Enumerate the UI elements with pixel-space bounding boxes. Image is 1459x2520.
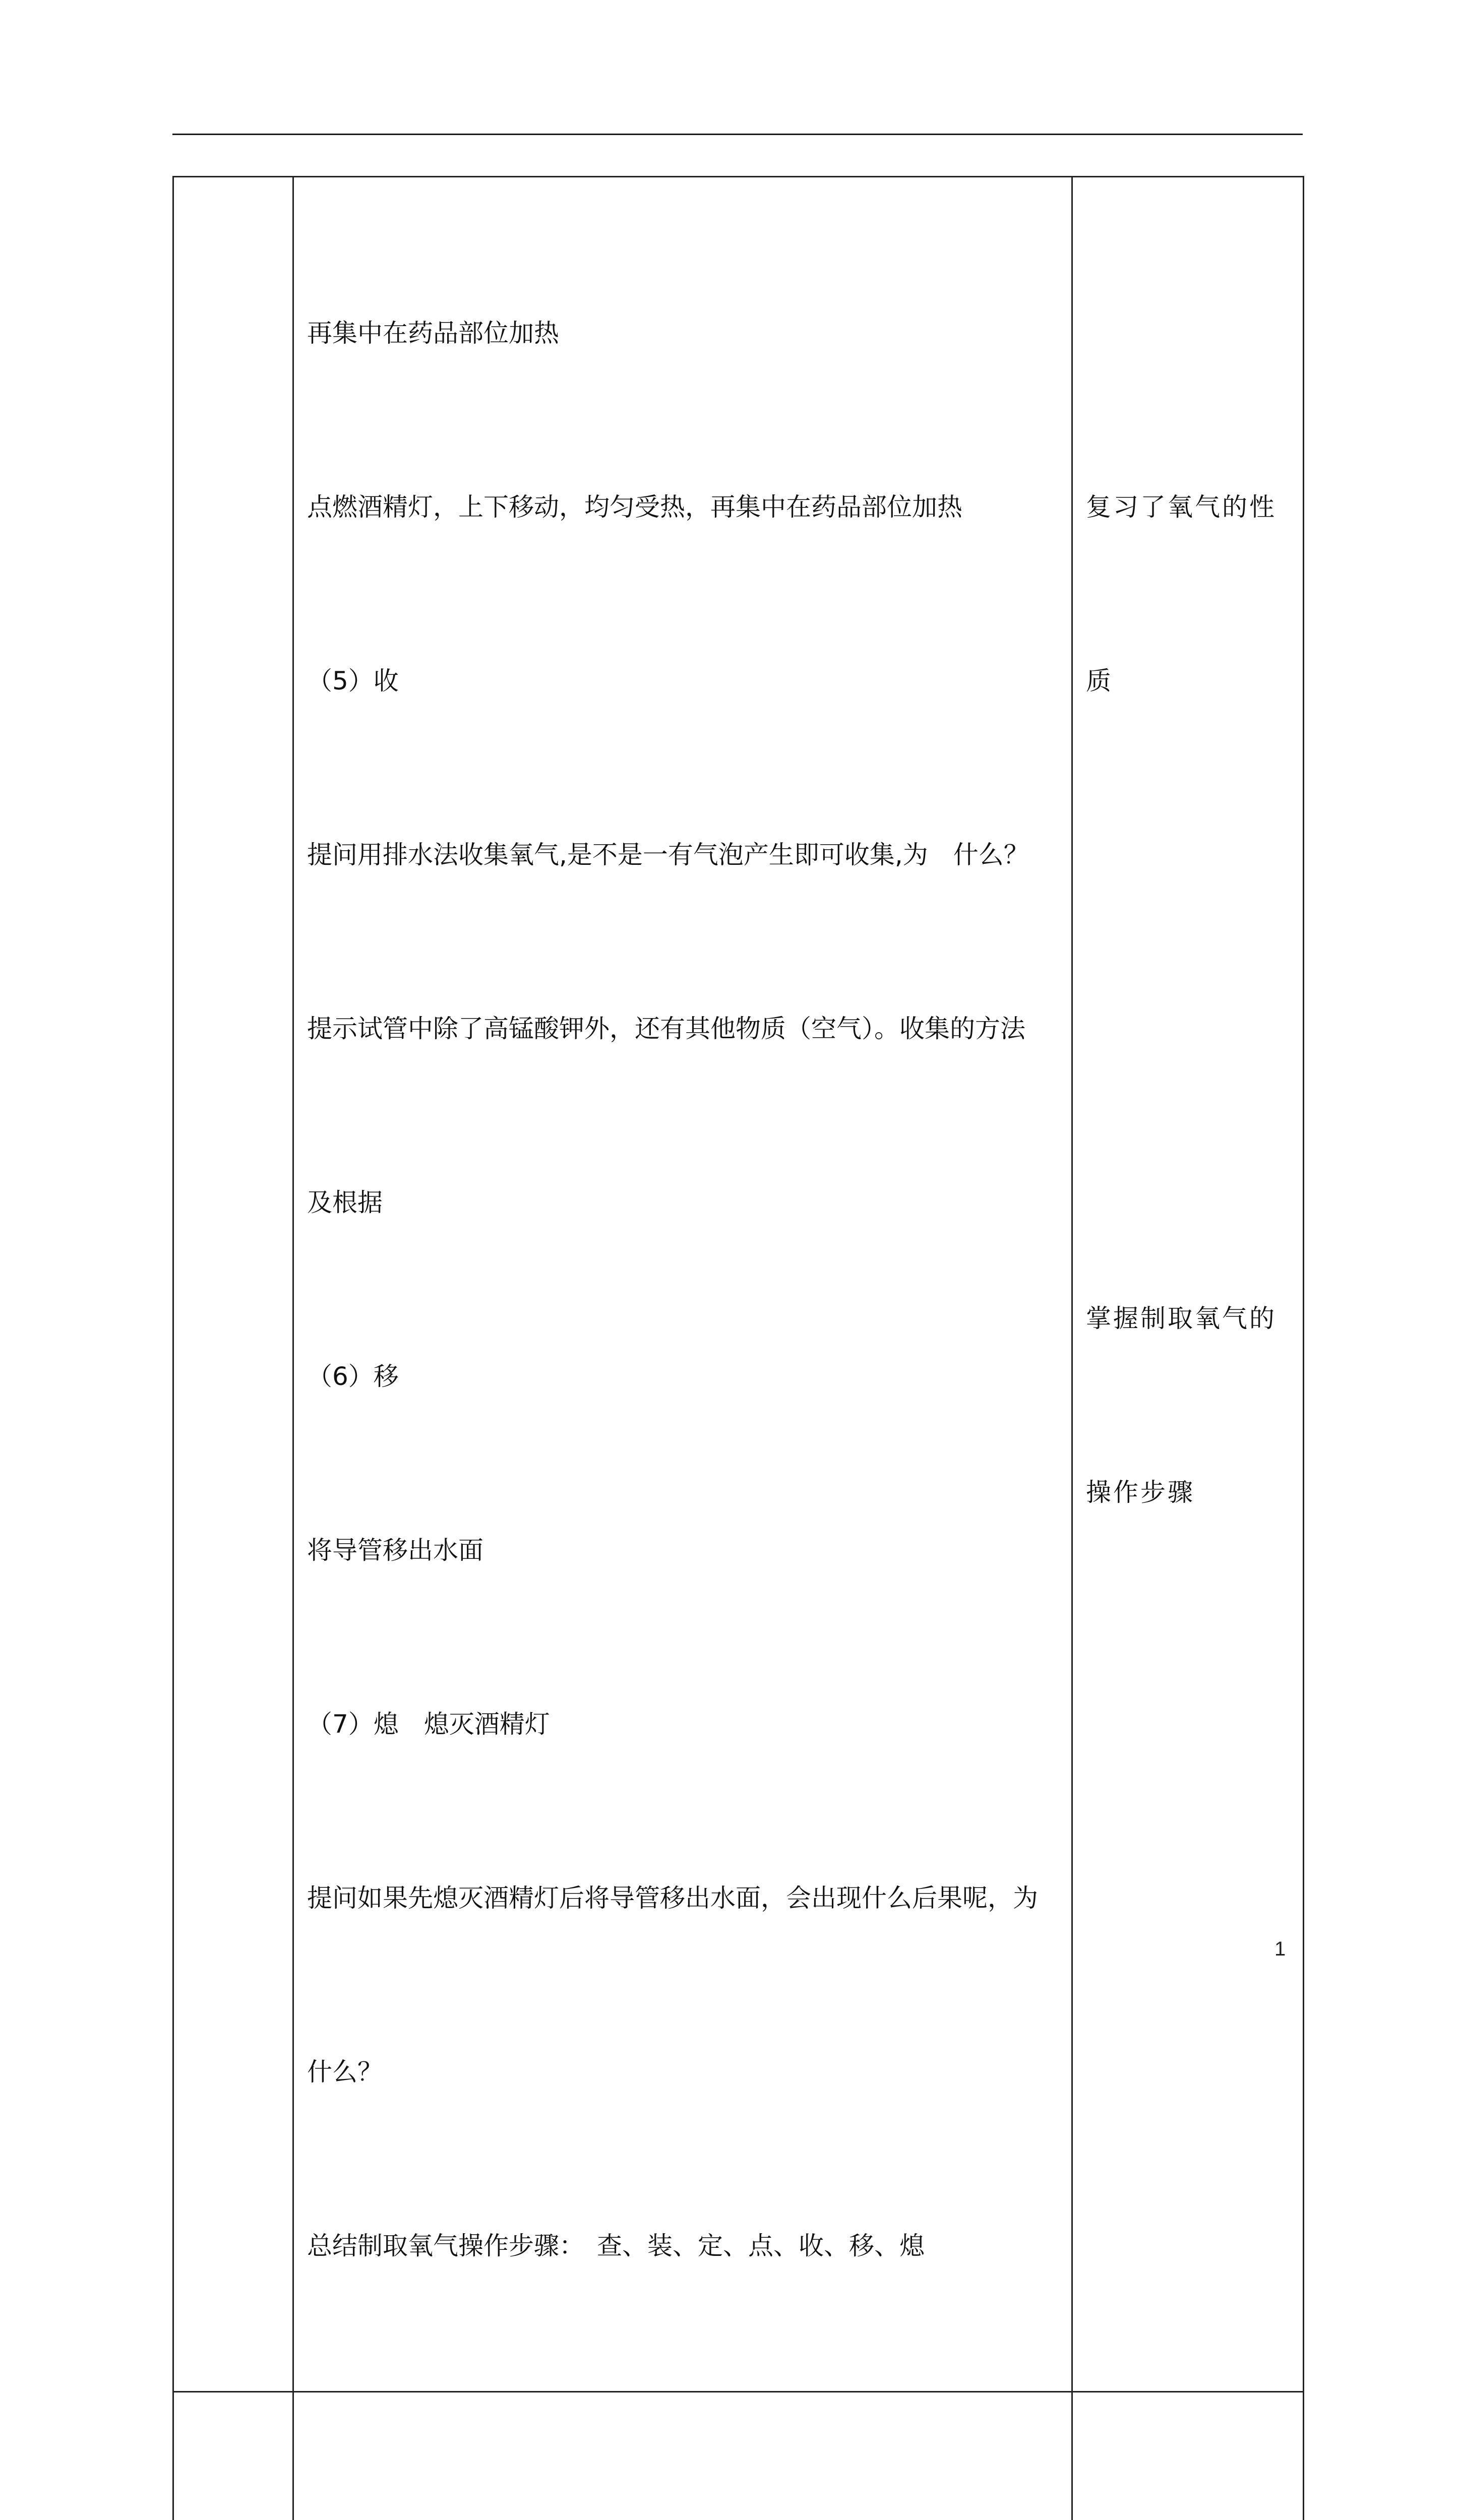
- content-line: 提问如果先熄灭酒精灯后将导管移出水面，会出现什么后果呢，为: [307, 1869, 1061, 1927]
- table-row: [173, 177, 1304, 2392]
- table-row: [173, 2392, 1304, 2520]
- header-rule: [172, 134, 1303, 135]
- stage-label-cell: [173, 177, 293, 2392]
- content-line: 总结制取氧气操作步骤： 查、装、定、点、收、移、熄: [307, 2217, 1061, 2275]
- content-line: 再集中在药品部位加热: [307, 304, 1061, 362]
- goal-cell: [1072, 2392, 1304, 2520]
- goal-line: 复习了氧气的性: [1086, 478, 1296, 536]
- goal-line: 掌握制取氧气的: [1086, 1290, 1296, 1348]
- content-line: 点燃酒精灯，上下移动，均匀受热，再集中在药品部位加热: [307, 478, 1061, 536]
- content-cell: [293, 177, 1072, 2392]
- goal-line: 质: [1086, 652, 1296, 710]
- content-cell: [293, 2392, 1072, 2520]
- page-number: 1: [1274, 1938, 1286, 1961]
- content-line: [307, 2519, 1061, 2520]
- content-line: （6）移: [307, 1348, 1061, 1406]
- content-line: 提示试管中除了高锰酸钾外，还有其他物质（空气）。收集的方法: [307, 1000, 1061, 1058]
- stage-label-cell: [173, 2392, 293, 2520]
- stage-label-line: [187, 2519, 283, 2520]
- content-line: （7）熄 熄灭酒精灯: [307, 1695, 1061, 1753]
- goal-line: [1086, 2519, 1296, 2520]
- content-line: 及根据: [307, 1174, 1061, 1232]
- content-line: 将导管移出水面: [307, 1522, 1061, 1580]
- lesson-plan-table: [172, 176, 1304, 2520]
- content-line: （5）收: [307, 652, 1061, 710]
- goal-cell: [1072, 177, 1304, 2392]
- content-line: 提问用排水法收集氧气,是不是一有气泡产生即可收集,为 什么？: [307, 826, 1061, 884]
- content-line: 什么？: [307, 2043, 1061, 2101]
- goal-line: 操作步骤: [1086, 1464, 1296, 1522]
